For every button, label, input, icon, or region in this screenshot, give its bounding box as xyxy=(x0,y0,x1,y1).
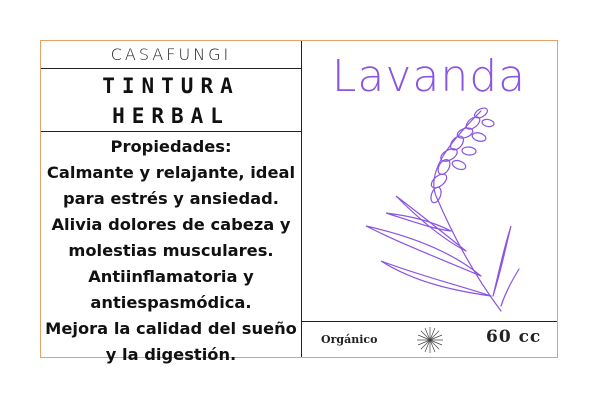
organic-label: Orgánico xyxy=(321,333,378,346)
property-line: molestias musculares. xyxy=(68,241,274,260)
volume-label: 60 cc xyxy=(486,327,542,347)
footer-divider xyxy=(301,321,557,322)
property-line: Alivia dolores de cabeza y xyxy=(51,215,291,234)
properties-block xyxy=(41,132,301,368)
brand-name: CASAFUNGI xyxy=(41,41,301,69)
lavender-illustration-icon xyxy=(341,101,521,316)
properties-heading: Propiedades: xyxy=(110,137,232,156)
property-line: Mejora la calidad del sueño xyxy=(45,319,297,338)
product-name-line-2: HERBAL xyxy=(112,104,230,128)
property-line: y la digestión. xyxy=(105,345,237,364)
product-label xyxy=(40,40,558,364)
starburst-icon xyxy=(416,326,444,354)
label-right-panel xyxy=(301,41,557,357)
property-line: Calmante y relajante, ideal xyxy=(46,163,296,182)
product-name-line-1: TINTURA xyxy=(102,74,240,98)
property-line: antiespasmódica. xyxy=(90,293,252,312)
label-left-panel xyxy=(41,41,302,364)
property-line: para estrés y ansiedad. xyxy=(63,189,279,208)
product-name xyxy=(41,69,301,132)
product-title: Lavanda xyxy=(331,51,527,102)
property-line: Antiinflamatoria y xyxy=(88,267,254,286)
